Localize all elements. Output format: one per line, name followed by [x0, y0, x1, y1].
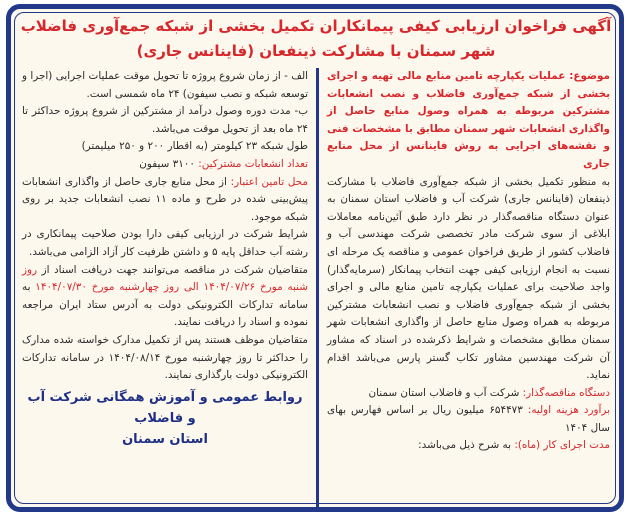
funding-label: محل تامین اعتبار: — [230, 175, 309, 188]
estimate-value: ۶۵۴۴۷۳ میلیون ریال بر اساس فهارس بهای سال ۱۴۰۴ — [327, 404, 610, 434]
network-length: طول شبکه ۲۳ کیلومتر (به اقطار ۲۰۰ و ۲۵۰ میلیمتر) — [81, 140, 308, 153]
title-line-2: شهر سمنان با مشارکت ذینفعان (فاینانس جاری) — [136, 42, 496, 60]
agency-label: دستگاه مناقصه‌گذار: — [522, 386, 610, 399]
estimate — [327, 402, 610, 437]
connections — [22, 156, 308, 174]
item-a: الف - از زمان شروع پروژه تا تحویل موقت عملیات اجرایی (اجرا و توسعه شبکه و نصب سیفون) ۲۴ ماه شمسی است. — [22, 70, 308, 100]
subject: موضوع: عملیات یکپارچه تامین منابع مالی تهیه و اجرای بخشی از شبکه جمع‌آوری فاضلاب و نصب انشعابات مشترکین مربوطه به همراه وصول منابع حاصل از واگذاری انشعابات شهر سمنان مطابق با مشخصات فنی و نقشه‌های اجرایی به روش فاینانس از محل منابع جاری — [327, 70, 610, 170]
publisher-line-2: استان سمنان — [122, 431, 208, 447]
funding — [22, 174, 308, 227]
connections-value: ۳۱۰۰ سیفون — [139, 157, 199, 170]
publisher-line-1: روابط عمومی و آموزش همگانی شرکت آب و فاضلاب — [27, 389, 303, 426]
docs-text-2: به سامانه تدارکات الکترونیکی دولت به آدرس ستاد ایران مراجعه نموده و اسناد را دریافت نمایند. — [22, 281, 308, 329]
estimate-label: برآورد هزینه اولیه: — [527, 404, 610, 417]
ad-title — [18, 14, 614, 68]
docs-text-1: متقاضیان شرکت در مناقصه می‌توانند جهت دریافت اسناد از — [37, 263, 308, 276]
item-b: ب- مدت دوره وصول درآمد از مشترکین از شروع پروژه حداکثر تا ۲۴ ماه بعد از تحویل موقت می‌باشد. — [22, 105, 308, 135]
right-column — [316, 68, 614, 507]
conditions: شرایط شرکت در ارزیابی کیفی دارا بودن صلاحیت پیمانکاری در رشته آب حداقل پایه ۵ و داشتن ظرفیت کار آزاد الزامی می‌باشد. — [22, 228, 308, 258]
duration — [327, 437, 610, 455]
documents — [22, 262, 308, 332]
title-line-1: آگهی فراخوان ارزیابی کیفی پیمانکاران تکمیل بخشی از شبکه جمع‌آوری فاضلاب — [20, 17, 612, 35]
funding-value: از محل منابع جاری حاصل از واگذاری انشعابات پیش‌بینی شده در طرح و ماده ۱۱ نصب انشعابات جدید بر روی شبکه موجود. — [22, 175, 308, 223]
ad-body — [18, 68, 614, 507]
ad-content — [18, 14, 614, 507]
duration-label: مدت اجرای کار (ماه): — [514, 439, 610, 452]
agency-value: شرکت آب و فاضلاب استان سمنان — [368, 386, 523, 399]
submission: متقاضیان موظف هستند پس از تکمیل مدارک خواسته شده مدارک را حداکثر تا روز چهارشنبه مورخ ۱۴۰۴/۰۸/۱۴ در سامانه تدارکات الکترونیکی دولت بارگذاری نمایند. — [22, 333, 309, 382]
docs-dates: روز شنبه مورخ ۱۴۰۴/۰۷/۲۶ الی روز چهارشنبه مورخ ۱۴۰۴/۰۷/۳۰ — [22, 263, 309, 294]
connections-label: تعداد انشعابات مشترکین: — [198, 157, 308, 170]
duration-value: به شرح ذیل می‌باشد: — [418, 439, 515, 452]
left-column — [18, 68, 316, 507]
intro-paragraph: به منظور تکمیل بخشی از شبکه جمع‌آوری فاضلاب با مشارکت ذینفعان (فاینانس جاری) شرکت آب و فاضلاب استان سمنان به عنوان دستگاه مناقصه‌گذار در نظر دارد طبق آئین‌نامه معاملات ابلاغی از سوی شرکت مادر تخصصی شرکت مهندسی آب و فاضلاب کشور از طریق فراخوان عمومی و مناقصه یک مرحله ای نسبت به انجام ارزیابی کیفی جهت انتخاب پیمانکار (سرمایه‌گذار) واجد صلاحیت برای عملیات یکپارچه تامین منابع مالی و اجرای بخشی از شبکه جمع‌آوری فاضلاب و نصب انشعابات مشترکین مربوطه به همراه وصول منابع حاصل از واگذاری انشعابات شهر سمنان مطابق مشخصات و شرایط ذکرشده در اسناد که مشاور آن شرکت مهندسین مشاور تکاب گستر پارس می‌باشد اقدام نماید. — [327, 175, 610, 382]
agency — [327, 385, 610, 403]
publisher — [22, 387, 308, 450]
